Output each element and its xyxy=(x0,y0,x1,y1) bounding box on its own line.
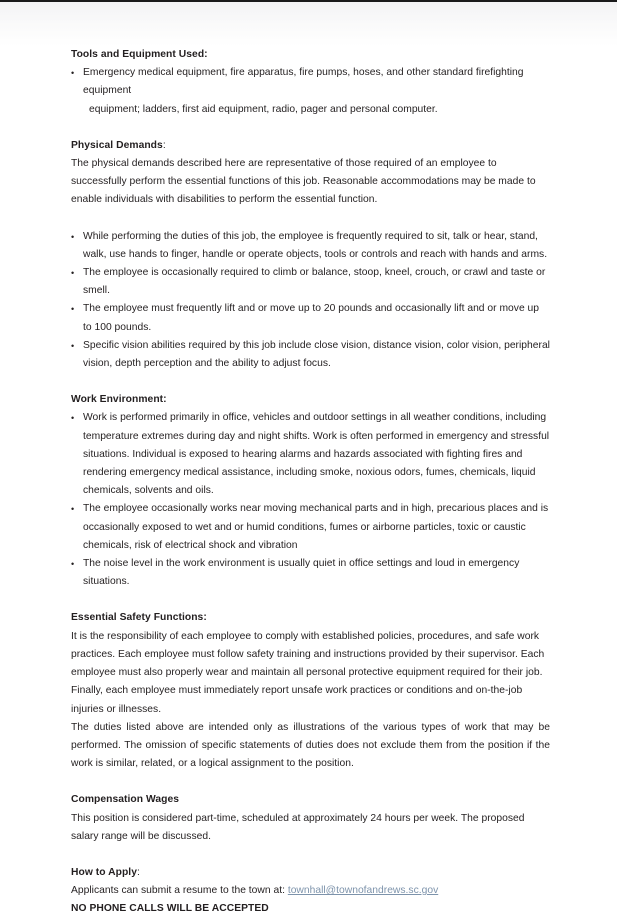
how-to-apply-line xyxy=(71,882,550,900)
section-heading-essential-safety-functions: Essential Safety Functions: xyxy=(71,612,207,624)
list-item: • The employee is occasionally required to climb or balance, stoop, kneel, crouch, or crawl and taste or smell. xyxy=(71,264,550,300)
section-spacer xyxy=(71,373,550,391)
section-essential-safety-functions xyxy=(71,609,550,773)
list-item: • While performing the duties of this job, the employee is frequently required to sit, talk or hear, stand, walk, use hands to finger, handle or operate objects, tools or controls and reach with hands and arms. xyxy=(71,228,550,264)
list-item: • The employee occasionally works near moving mechanical parts and in high, precarious places and is occasionally exposed to wet and or humid conditions, fumes or airborne particles, toxic or caustic chemicals, risk of electrical shock and vibration xyxy=(71,500,550,555)
section-spacer xyxy=(71,846,550,864)
list-item: • The noise level in the work environment is usually quiet in office settings and loud in emergency situations. xyxy=(71,555,550,591)
essential-safety-paragraph-1: It is the responsibility of each employee to comply with established policies, procedures, and safe work practices. Each employee must follow safety training and instructions provided by their supervisor. Each employee must also properly wear and maintain all personal protective equipment required for their job. Finally, each employee must immediately report unsafe work practices or conditions and on-the-job injuries or illnesses. xyxy=(71,630,545,715)
section-heading-how-to-apply xyxy=(71,864,550,882)
list-item: • Emergency medical equipment, fire apparatus, fire pumps, hoses, and other standard firefighting equipment xyxy=(71,64,550,100)
list-item: • Specific vision abilities required by this job include close vision, distance vision, color vision, peripheral vision, depth perception and the ability to adjust focus. xyxy=(71,337,550,373)
bullet-list-physical-demands xyxy=(71,228,550,374)
compensation-wages-paragraph: This position is considered part-time, scheduled at approximately 24 hours per week. The proposed salary range will be discussed. xyxy=(71,812,525,842)
section-physical-demands xyxy=(71,137,550,373)
section-heading-how-to-apply-text: How to Apply xyxy=(71,866,137,878)
section-heading-physical-demands xyxy=(71,137,550,155)
section-work-environment xyxy=(71,391,550,591)
page-top-shadow xyxy=(0,2,617,46)
list-item: • The employee must frequently lift and or move up to 20 pounds and occasionally lift and or move up to 100 pounds. xyxy=(71,300,550,336)
section-tools-and-equipment xyxy=(71,46,550,119)
how-to-apply-lead-text: Applicants can submit a resume to the town at: xyxy=(71,885,288,897)
essential-safety-paragraph-2: The duties listed above are intended only as illustrations of the various types of work that may be performed. The omission of specific statements of duties does not exclude them from the position if the work is similar, related, or a logical assignment to the position. xyxy=(71,721,550,770)
bullet-list-tools-and-equipment xyxy=(71,64,550,100)
bullet-list-work-environment xyxy=(71,409,550,591)
section-heading-physical-demands-colon: : xyxy=(162,139,166,151)
section-heading-compensation-wages: Compensation Wages xyxy=(71,794,180,806)
section-heading-how-to-apply-colon: : xyxy=(137,866,140,878)
physical-demands-intro: The physical demands described here are representative of those required of an employee to successfully perform the essential functions of this job. Reasonable accommodations may be made to enable individuals with disabilities to perform the essential function. xyxy=(71,158,536,206)
section-spacer xyxy=(71,773,550,791)
tools-equipment-continuation-line: equipment; ladders, first aid equipment, radio, pager and personal computer. xyxy=(89,103,438,115)
section-spacer xyxy=(71,591,550,609)
section-heading-physical-demands-text: Physical Demands xyxy=(71,139,163,151)
list-item: • Work is performed primarily in office, vehicles and outdoor settings in all weather conditions, including temperature extremes during day and night shifts. Work is often performed in emergency and stressful situations. Individual is exposed to hearing alarms and hazards associated with fighting fires and rendering emergency medical assistance, including smoke, noxious odors, fumes, chemicals, liquid chemicals, solvents and oils. xyxy=(71,409,550,500)
section-heading-tools-and-equipment: Tools and Equipment Used: xyxy=(71,49,208,60)
section-how-to-apply xyxy=(71,864,550,919)
application-email-link[interactable]: townhall@townofandrews.sc.gov xyxy=(287,885,439,897)
section-heading-work-environment: Work Environment: xyxy=(71,394,167,406)
no-phone-calls-notice: NO PHONE CALLS WILL BE ACCEPTED xyxy=(71,903,269,915)
section-spacer xyxy=(71,119,550,137)
document-content xyxy=(71,46,550,919)
paragraph-spacer xyxy=(71,210,550,228)
